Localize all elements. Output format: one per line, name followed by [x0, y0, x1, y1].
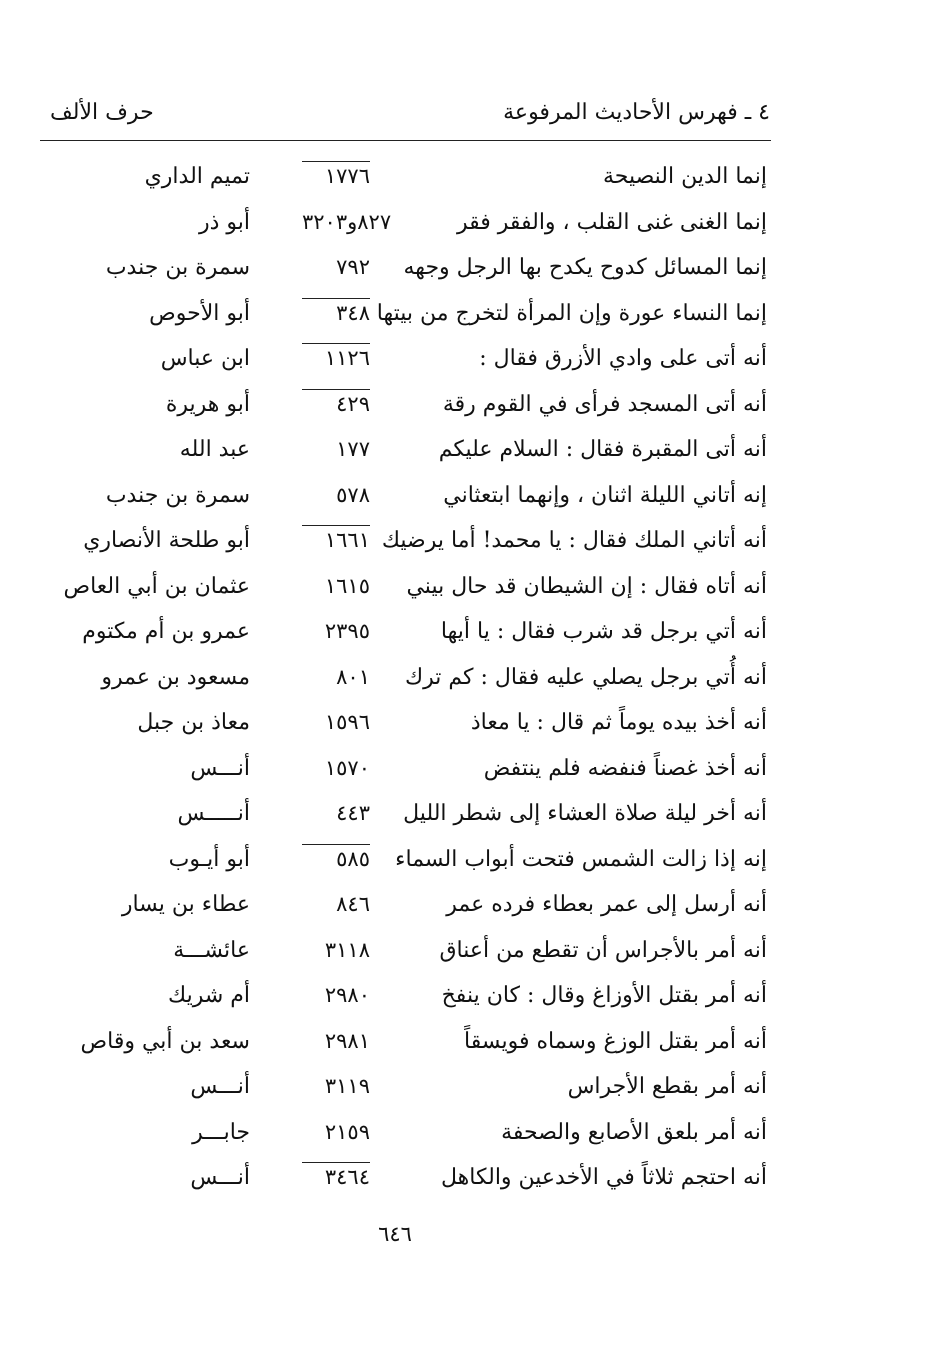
- hadith-text: إنه أتاني الليلة اثنان ، وإنهما ابتعثاني: [443, 482, 767, 508]
- hadith-number: ١٧٧: [336, 437, 370, 461]
- index-entry-row: [0, 977, 949, 1023]
- narrator-name: عثمان بن أبي العاص: [63, 573, 250, 599]
- hadith-number: ١٦٦١: [302, 525, 370, 552]
- index-entry-row: [0, 1159, 949, 1205]
- hadith-text: أنه أتي برجل قد شرب فقال : يا أيها: [440, 619, 767, 644]
- hadith-number: ٣٤٦٤: [302, 1162, 370, 1189]
- hadith-text: أنه أرسل إلى عمر بعطاء فرده عمر: [446, 892, 767, 917]
- hadith-text: إنما المسائل كدوح يكدح بها الرجل وجهه: [403, 255, 767, 280]
- index-entry-row: [0, 886, 949, 932]
- narrator-name: أنـــس: [190, 1165, 250, 1190]
- index-entry-row: [0, 477, 949, 523]
- hadith-number: ١١٢٦: [302, 343, 370, 370]
- hadith-text: أنه أخذ بيده يوماً ثم قال : يا معاذ: [470, 710, 767, 735]
- index-entry-row: [0, 204, 949, 250]
- hadith-text: أنه أتى المسجد فرأى في القوم رقة: [442, 391, 767, 417]
- index-entry-row: [0, 795, 949, 841]
- hadith-number: ٣٤٨: [302, 298, 370, 325]
- narrator-name: أم شريك: [168, 983, 250, 1008]
- hadith-text: إنه إذا زالت الشمس فتحت أبواب السماء: [395, 846, 767, 872]
- hadith-text: أنه احتجم ثلاثاً في الأخدعين والكاهل: [441, 1165, 767, 1190]
- section-title: ٤ ـ فهرس الأحاديث المرفوعة: [503, 100, 770, 125]
- narrator-name: أبو الأحوص: [149, 300, 250, 326]
- narrator-name: عبد الله: [179, 437, 250, 462]
- narrator-name: سمرة بن جندب: [105, 482, 250, 508]
- hadith-number: ١٥٧٠: [324, 755, 370, 780]
- hadith-text: أنه أخذ غصناً فنفضه فلم ينتفض: [483, 755, 767, 781]
- narrator-name: سعد بن أبي وقاص: [80, 1028, 250, 1054]
- hadith-number: ٢٣٩٥: [324, 619, 370, 643]
- hadith-text: أنه أمر بقطع الأجراس: [567, 1074, 767, 1099]
- hadith-text: أنه أخر ليلة صلاة العشاء إلى شطر الليل: [403, 801, 767, 826]
- index-entry-row: [0, 1023, 949, 1069]
- hadith-text: إنما الدين النصيحة: [602, 164, 767, 189]
- narrator-name: أبو ذر: [198, 209, 250, 235]
- page-number: ٦٤٦: [378, 1222, 412, 1246]
- hadith-number: ٣١١٨: [324, 937, 370, 962]
- index-entry-row: [0, 659, 949, 705]
- narrator-name: مسعود بن عمرو: [101, 664, 250, 690]
- index-entry-row: [0, 522, 949, 568]
- hadith-text: أنه أتاني الملك فقال : يا محمد! أما يرضيك: [381, 528, 767, 553]
- hadith-text: أنه أمر بقتل الأوزاغ وقال : كان ينفخ: [441, 983, 767, 1008]
- narrator-name: عمرو بن أم مكتوم: [82, 619, 250, 644]
- hadith-text: أنه أُتي برجل يصلي عليه فقال : كم ترك: [405, 664, 767, 690]
- hadith-text: إنما الغنى غنى القلب ، والفقر فقر: [456, 209, 767, 235]
- hadith-number: ٨٤٦: [336, 892, 370, 916]
- index-entry-row: [0, 249, 949, 295]
- narrator-name: عطاء بن يسار: [121, 892, 250, 917]
- hadith-number: ٥٧٨: [336, 482, 370, 507]
- narrator-name: أنـــس: [190, 1074, 250, 1099]
- narrator-name: سمرة بن جندب: [105, 255, 250, 280]
- hadith-text: أنه أمر بقتل الوزغ وسماه فويسقاً: [464, 1028, 767, 1054]
- hadith-number: ٤٢٩: [302, 389, 370, 416]
- index-entry-row: [0, 1068, 949, 1114]
- narrator-name: أنـــس: [190, 755, 250, 781]
- letter-title: حرف الألف: [50, 100, 154, 125]
- index-entry-row: [0, 158, 949, 204]
- hadith-number: ٨٢٧و٣٢٠٣: [302, 209, 392, 234]
- hadith-number: ٤٤٣: [336, 801, 370, 825]
- hadith-number: ٣١١٩: [324, 1074, 370, 1098]
- narrator-name: أبو طلحة الأنصاري: [83, 528, 250, 553]
- narrator-name: معاذ بن جبل: [137, 710, 250, 735]
- hadith-number: ٧٩٢: [336, 255, 370, 279]
- narrator-name: عائشـــة: [173, 937, 250, 963]
- index-entry-row: [0, 1114, 949, 1160]
- hadith-number: ٢١٥٩: [324, 1119, 370, 1144]
- index-entry-row: [0, 386, 949, 432]
- hadith-number: ٢٩٨١: [324, 1028, 370, 1053]
- hadith-number: ٨٠١: [336, 664, 370, 689]
- index-entry-row: [0, 295, 949, 341]
- hadith-number: ٢٩٨٠: [324, 983, 370, 1007]
- narrator-name: أنـــــس: [177, 801, 250, 826]
- hadith-number: ١٥٩٦: [324, 710, 370, 734]
- hadith-text: أنه أتى المقبرة فقال : السلام عليكم: [438, 437, 767, 462]
- header-divider: [40, 140, 771, 141]
- index-entry-row: [0, 431, 949, 477]
- index-entry-row: [0, 340, 949, 386]
- hadith-text: أنه أتاه فقال : إن الشيطان قد حال بيني: [406, 573, 767, 599]
- narrator-name: أبو أيـوب: [168, 846, 250, 872]
- index-entry-row: [0, 750, 949, 796]
- index-entry-row: [0, 704, 949, 750]
- narrator-name: أبو هريرة: [165, 391, 250, 417]
- hadith-text: أنه أتى على وادي الأزرق فقال :: [479, 346, 767, 371]
- narrator-name: تميم الداري: [144, 164, 250, 189]
- hadith-number: ١٦١٥: [324, 573, 370, 598]
- narrator-name: جابـــر: [192, 1119, 250, 1145]
- index-entry-row: [0, 932, 949, 978]
- hadith-index-list: [0, 158, 949, 1205]
- hadith-text: إنما النساء عورة وإن المرأة لتخرج من بيتها: [376, 300, 767, 326]
- hadith-text: أنه أمر بالأجراس أن تقطع من أعناق: [439, 937, 767, 963]
- index-entry-row: [0, 613, 949, 659]
- index-entry-row: [0, 841, 949, 887]
- narrator-name: ابن عباس: [160, 346, 250, 371]
- running-header: [40, 100, 770, 136]
- hadith-text: أنه أمر بلعق الأصابع والصحفة: [501, 1119, 767, 1145]
- index-entry-row: [0, 568, 949, 614]
- hadith-number: ٥٨٥: [302, 844, 370, 871]
- hadith-number: ١٧٧٦: [302, 161, 370, 188]
